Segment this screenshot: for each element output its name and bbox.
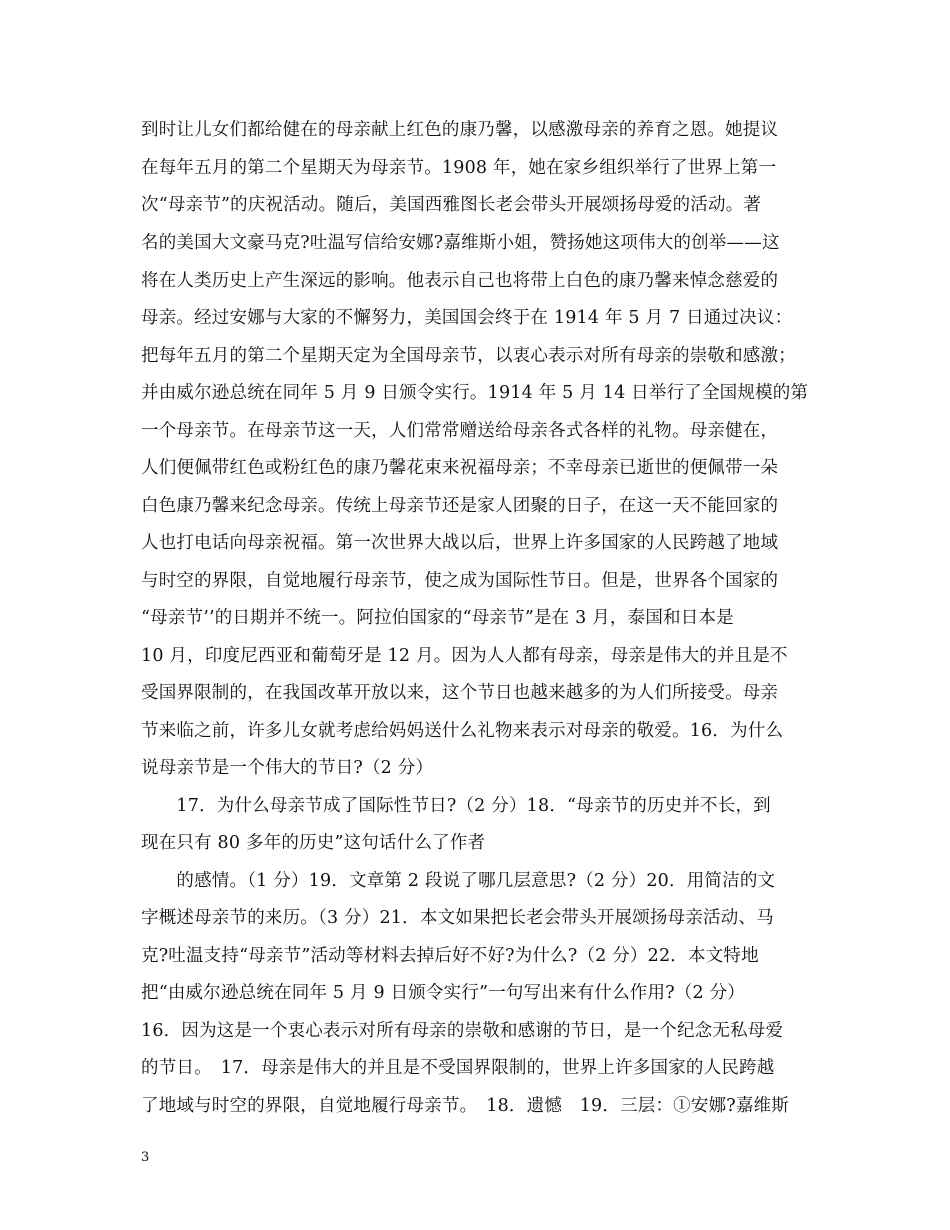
text-line: 受国界限制的，在我国改革开放以来，这个节日也越来越多的为人们所接受。母亲 (141, 683, 779, 703)
text-line: 人们便佩带红色或粉红色的康乃馨花束来祝福母亲；不幸母亲已逝世的便佩带一朵 (141, 458, 779, 478)
text-line: 10 月，印度尼西亚和葡萄牙是 12 月。因为人人都有母亲，母亲是伟大的并且是不 (141, 646, 788, 666)
text-line: 名的美国大文豪马克?吐温写信给安娜?嘉维斯小姐，赞扬她这项伟大的创举——这 (141, 233, 780, 253)
text-line: 在每年五月的第二个星期天为母亲节。1908 年，她在家乡组织举行了世界上第一 (141, 158, 777, 178)
text-line: 到时让儿女们都给健在的母亲献上红色的康乃馨，以感激母亲的养育之恩。她提议 (141, 120, 779, 140)
text-line: 现在只有 80 多年的历史”这句话什么了作者 (141, 833, 486, 853)
text-line: 字概述母亲节的来历。（3 分）21．本文如果把长老会带头开展颂扬母亲活动、马 (141, 908, 774, 928)
text-line: 了地域与时空的界限，自觉地履行母亲节。 18．遗憾 19．三层：①安娜?嘉维斯 (141, 1096, 789, 1116)
text-line: 的感情。（1 分）19．文章第 2 段说了哪几层意思?（2 分）20．用简洁的文 (141, 871, 776, 891)
text-line: 母亲。经过安娜与大家的不懈努力，美国国会终于在 1914 年 5 月 7 日通过决议： (141, 308, 793, 328)
page-number: 3 (141, 1150, 150, 1165)
text-line: 把“由威尔逊总统在同年 5 月 9 日颁令实行”一句写出来有什么作用?（2 分） (141, 983, 745, 1003)
text-line: 一个母亲节。在母亲节这一天，人们常常赠送给母亲各式各样的礼物。母亲健在， (141, 421, 779, 441)
text-line: 次“母亲节”的庆祝活动。随后，美国西雅图长老会带头开展颂扬母爱的活动。著 (141, 195, 762, 215)
text-line: 并由威尔逊总统在同年 5 月 9 日颁令实行。1914 年 5 月 14 日举行了全国规模的第 (141, 383, 809, 403)
text-line: 的节日。 17．母亲是伟大的并且是不受国界限制的，世界上许多国家的人民跨越 (141, 1058, 775, 1078)
text-line: 节来临之前，许多儿女就考虑给妈妈送什么礼物来表示对母亲的敬爱。16．为什么 (141, 721, 784, 741)
text-line: 克?吐温支持“母亲节”活动等材料去掉后好不好?为什么?（2 分）22．本文特地 (141, 946, 759, 966)
text-line: 与时空的界限，自觉地履行母亲节，使之成为国际性节日。但是，世界各个国家的 (141, 571, 779, 591)
text-line: 说母亲节是一个伟大的节日?（2 分） (141, 758, 434, 778)
text-line: “母亲节’’的日期并不统一。阿拉伯国家的“母亲节”是在 3 月，泰国和日本是 (141, 608, 734, 628)
text-line: 17．为什么母亲节成了国际性节日?（2 分）18．“母亲节的历史并不长，到 (141, 796, 771, 816)
text-line: 16．因为这是一个衷心表示对所有母亲的崇敬和感谢的节日，是一个纪念无私母爱 (141, 1021, 784, 1041)
text-line: 人也打电话向母亲祝福。第一次世界大战以后，世界上许多国家的人民跨越了地域 (141, 533, 779, 553)
text-line: 将在人类历史上产生深远的影响。他表示自己也将带上白色的康乃馨来悼念慈爱的 (141, 271, 779, 291)
text-line: 白色康乃馨来纪念母亲。传统上母亲节还是家人团聚的日子，在这一天不能回家的 (141, 496, 779, 516)
text-line: 把每年五月的第二个星期天定为全国母亲节，以衷心表示对所有母亲的崇敬和感激； (141, 346, 796, 366)
